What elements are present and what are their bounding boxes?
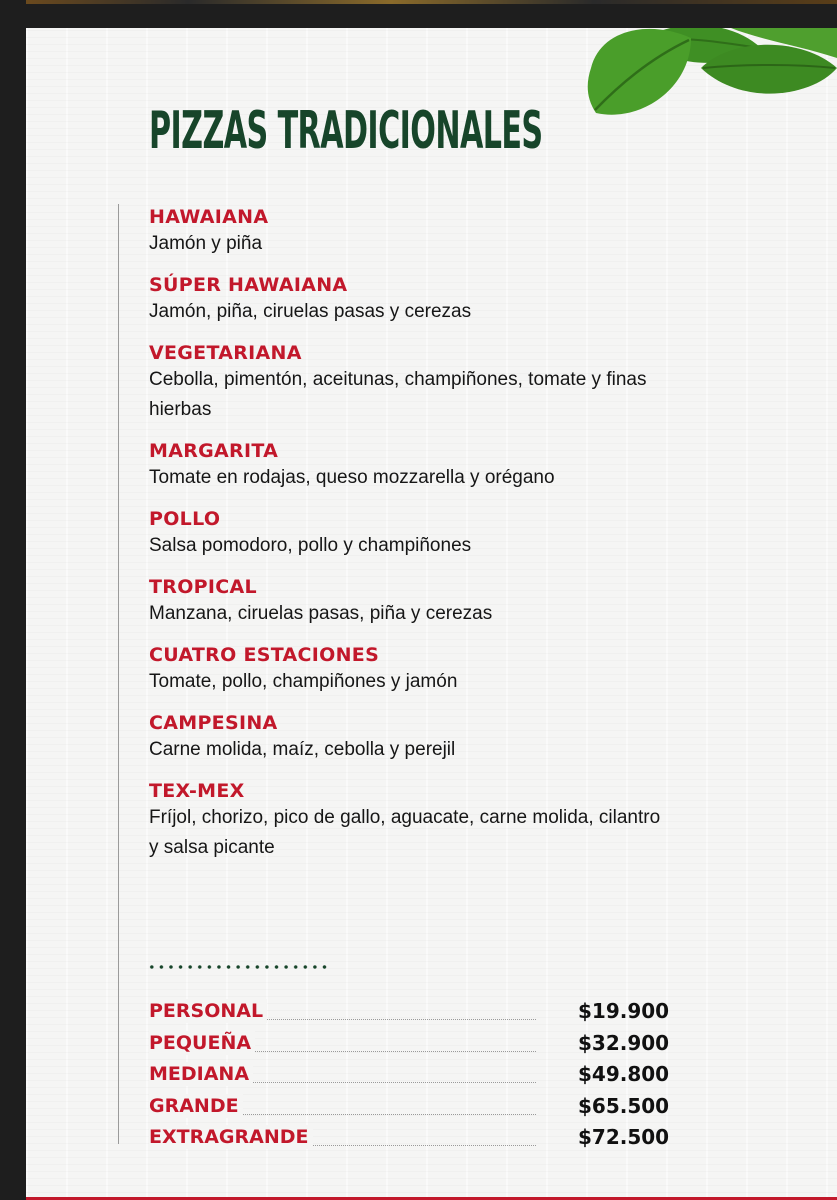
price-row: [149, 1061, 679, 1093]
item-description: Salsa pomodoro, pollo y champiñones: [149, 535, 472, 556]
menu-item: [149, 439, 669, 493]
menu-page: [26, 28, 837, 1200]
price-value: $65.500: [578, 1093, 670, 1118]
menu-item: [149, 273, 669, 327]
price-value: $19.900: [578, 999, 670, 1023]
menu-item: [149, 205, 669, 259]
page-title: PIZZAS TRADICIONALES: [149, 101, 543, 161]
item-description: Fríjol, chorizo, pico de gallo, aguacate, carne molida, cilantro y salsa picante: [149, 807, 661, 858]
item-name: SÚPER HAWAIANA: [149, 274, 348, 296]
menu-item: [149, 711, 669, 765]
item-description: Manzana, ciruelas pasas, piña y cerezas: [149, 603, 493, 624]
item-name: MARGARITA: [149, 440, 279, 462]
dotted-separator: [147, 964, 329, 970]
price-value: $32.900: [578, 1030, 670, 1055]
size-label: EXTRAGRANDE: [149, 1125, 313, 1149]
vertical-divider: [118, 204, 119, 1144]
item-description: Cebolla, pimentón, aceitunas, champiñones, tomate y finas hierbas: [149, 369, 647, 420]
size-label: MEDIANA: [149, 1062, 253, 1086]
price-value: $49.800: [578, 1062, 670, 1086]
item-description: Jamón, piña, ciruelas pasas y cerezas: [149, 301, 472, 322]
price-row: [149, 1124, 679, 1156]
menu-item: [149, 341, 669, 425]
item-name: TEX-MEX: [149, 780, 245, 802]
item-name: HAWAIANA: [149, 206, 269, 228]
price-row: [149, 1030, 679, 1062]
size-label: PEQUEÑA: [149, 1031, 255, 1055]
top-photo-strip: [26, 0, 837, 4]
item-description: Jamón y piña: [149, 233, 263, 254]
basil-leaf-icon: [581, 28, 837, 123]
size-label: GRANDE: [149, 1094, 243, 1118]
item-description: Tomate en rodajas, queso mozzarella y orégano: [149, 467, 555, 488]
item-name: TROPICAL: [149, 576, 257, 598]
price-row: [149, 998, 679, 1030]
menu-item: [149, 575, 669, 629]
menu-item: [149, 643, 669, 697]
menu-item: [149, 507, 669, 561]
price-row: [149, 1093, 679, 1125]
menu-item: [149, 779, 669, 863]
size-label: PERSONAL: [149, 999, 267, 1023]
item-description: Tomate, pollo, champiñones y jamón: [149, 671, 458, 692]
price-value: $72.500: [578, 1125, 670, 1149]
item-name: VEGETARIANA: [149, 342, 302, 364]
item-description: Carne molida, maíz, cebolla y perejil: [149, 739, 456, 760]
price-list: [149, 998, 679, 1156]
pizza-list: [149, 205, 669, 877]
item-name: CAMPESINA: [149, 712, 278, 734]
item-name: POLLO: [149, 508, 221, 530]
item-name: CUATRO ESTACIONES: [149, 644, 380, 666]
